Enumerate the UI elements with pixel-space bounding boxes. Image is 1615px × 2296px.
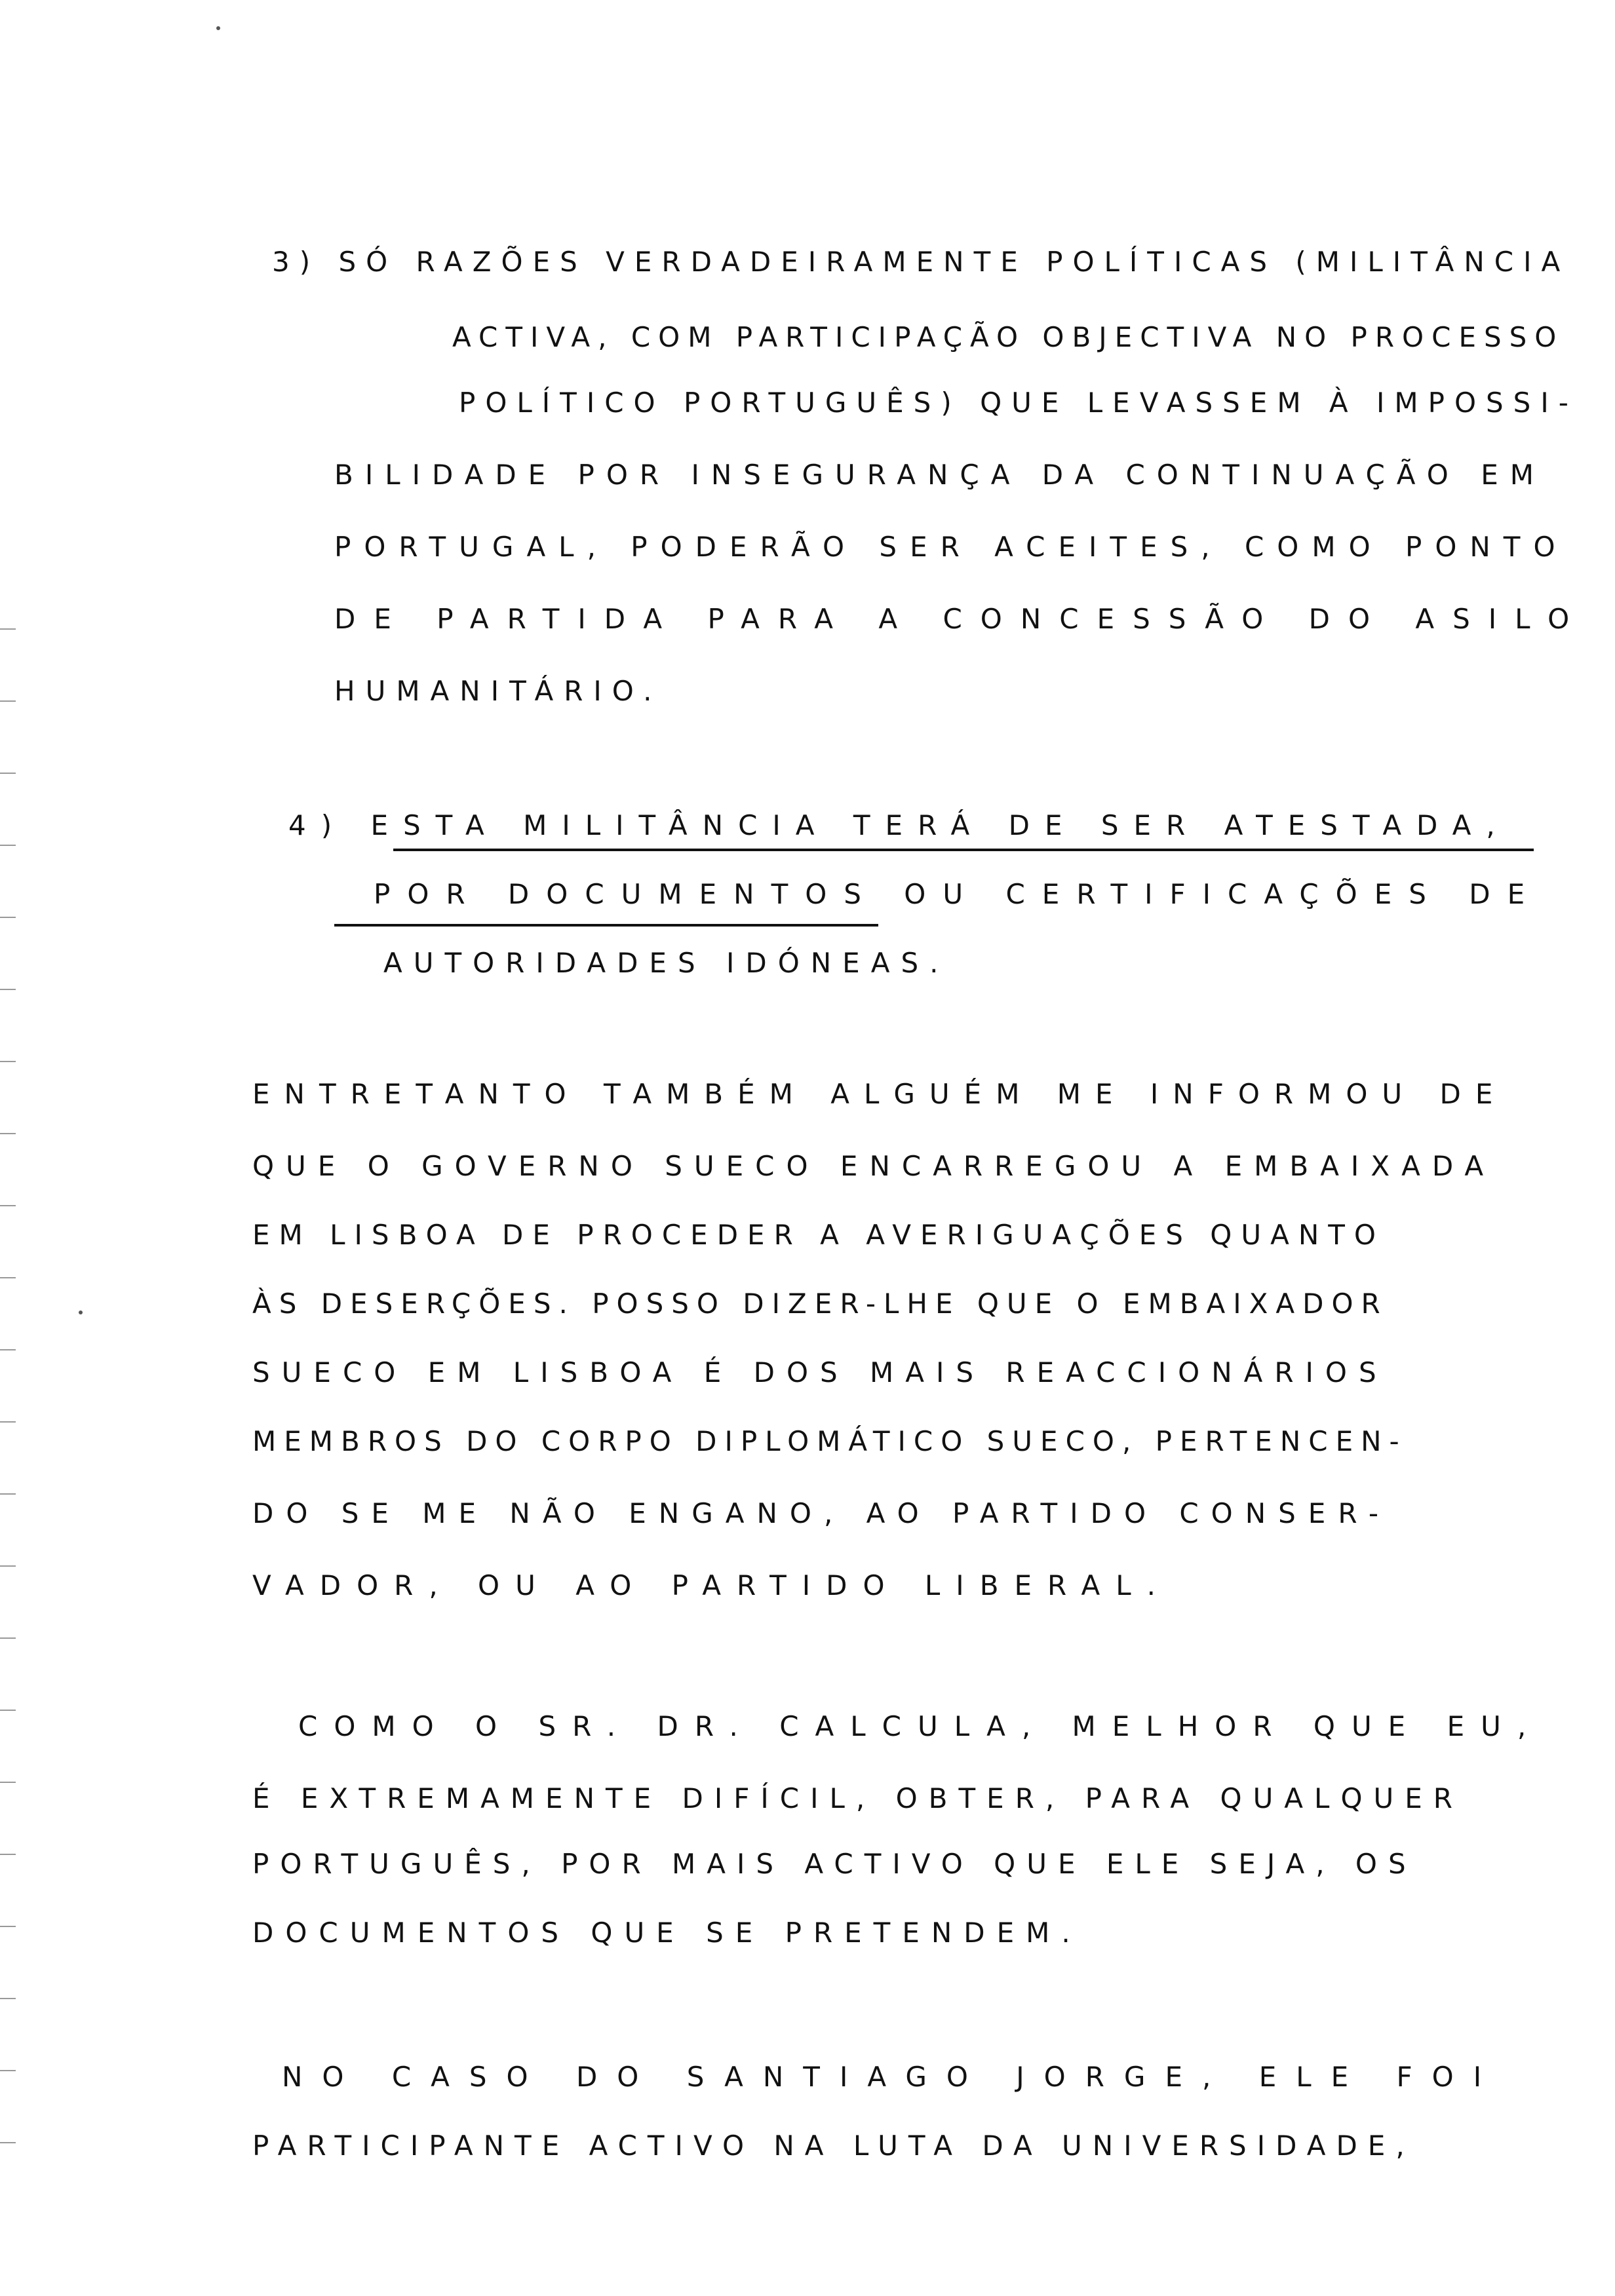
paragraph-7-line-1: NO CASO DO SANTIAGO JORGE, ELE FOI [282, 2061, 1502, 2093]
paragraph-5-line-1: ENTRETANTO TAMBÉM ALGUÉM ME INFORMOU DE [252, 1078, 1508, 1110]
scan-speck [216, 26, 220, 30]
paragraph-4-line-3: AUTORIDADES IDÓNEAS. [383, 947, 950, 979]
paragraph-3-line-2: ACTIVA, COM PARTICIPAÇÃO OBJECTIVA NO PROCESSO [452, 321, 1565, 353]
paragraph-5-line-8: VADOR, OU AO PARTIDO LIBERAL. [252, 1569, 1172, 1601]
paragraph-6-line-2: É EXTREMAMENTE DIFÍCIL, OBTER, PARA QUALQUER [252, 1782, 1464, 1814]
scan-speck [79, 1311, 83, 1314]
paragraph-5-line-7: DO SE ME NÃO ENGANO, AO PARTIDO CONSER- [252, 1497, 1391, 1529]
scan-margin-ticks [0, 0, 20, 2296]
paragraph-3-line-5: PORTUGAL, PODERÃO SER ACEITES, COMO PONTO [334, 531, 1568, 563]
paragraph-4-line-1: 4) ESTA MILITÂNCIA TERÁ DE SER ATESTADA, [288, 809, 1510, 841]
paragraph-3-line-1: 3) SÓ RAZÕES VERDADEIRAMENTE POLÍTICAS (MILITÂNCIA [272, 246, 1570, 278]
underline-rule [393, 849, 1534, 851]
paragraph-5-line-5: SUECO EM LISBOA É DOS MAIS REACCIONÁRIOS [252, 1356, 1388, 1388]
paragraph-3-line-4: BILIDADE POR INSEGURANÇA DA CONTINUAÇÃO EM [334, 459, 1546, 491]
paragraph-4-line-2: POR DOCUMENTOS OU CERTIFICAÇÕES DE [374, 878, 1542, 910]
paragraph-3-line-7: HUMANITÁRIO. [334, 675, 663, 707]
paragraph-6-line-4: DOCUMENTOS QUE SE PRETENDEM. [252, 1917, 1082, 1949]
paragraph-5-line-3: EM LISBOA DE PROCEDER A AVERIGUAÇÕES QUANTO [252, 1219, 1385, 1251]
paragraph-5-line-6: MEMBROS DO CORPO DIPLOMÁTICO SUECO, PERTENCEN- [252, 1425, 1407, 1457]
paragraph-7-line-2: PARTICIPANTE ACTIVO NA LUTA DA UNIVERSIDADE, [252, 2130, 1415, 2162]
paragraph-6-line-3: PORTUGUÊS, POR MAIS ACTIVO QUE ELE SEJA, OS [252, 1848, 1417, 1880]
paragraph-3-line-6: DE PARTIDA PARA A CONCESSÃO DO ASILO [334, 603, 1588, 635]
underline-rule [334, 924, 878, 927]
paragraph-6-line-1: COMO O SR. DR. CALCULA, MELHOR QUE EU, [298, 1710, 1543, 1742]
paragraph-3-line-3: POLÍTICO PORTUGUÊS) QUE LEVASSEM À IMPOSSI- [459, 387, 1578, 419]
paragraph-5-line-4: ÀS DESERÇÕES. POSSO DIZER-LHE QUE O EMBAIXADOR [252, 1288, 1388, 1320]
paragraph-5-line-2: QUE O GOVERNO SUECO ENCARREGOU A EMBAIXADA [252, 1150, 1496, 1182]
